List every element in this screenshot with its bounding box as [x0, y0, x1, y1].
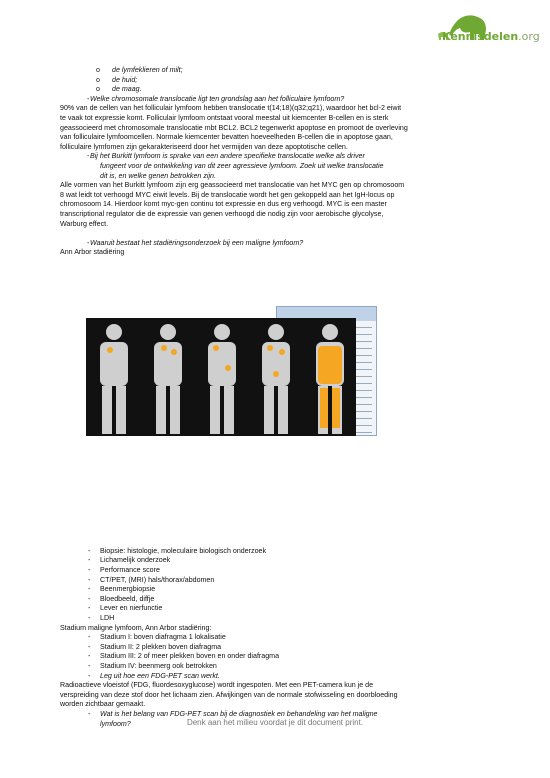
- question: - Welke chromosomale translocatie ligt ten grondslag aan het folliculaire lymfoom?: [87, 94, 345, 103]
- question: - Bij het Burkitt lymfoom is sprake van een andere specifieke translocatie welke als driver: [87, 152, 365, 161]
- list-item: - Stadium IV: beenmerg ook betrokken: [88, 662, 217, 670]
- section-heading: Ann Arbor stadiëring: [60, 248, 125, 257]
- list-item: - CT/PET, (MRI) hals/thorax/abdomen: [88, 575, 215, 584]
- paragraph-line: worden zichtbaar gemaakt.: [60, 700, 146, 709]
- question: - Wat is het belang van FDG-PET scan bij de diagnostiek en behandeling van het maligne: [88, 709, 378, 718]
- question: - Leg uit hoe een FDG-PET scan werkt.: [88, 671, 220, 680]
- paragraph-line: te vaak tot expressie komt. Folliculair lymfoom ontstaat vooral meestal uit kiemcenter B-cellen en is sterk: [60, 113, 389, 122]
- list-item: - Lever en nierfunctie: [88, 604, 163, 613]
- list-item: - Performance score: [88, 566, 160, 575]
- paragraph-line: verspreiding van deze stof door het lichaam zien. Afwijkingen van de normale stofwisseling en doorbloeding: [60, 690, 398, 699]
- footer-note: Denk aan het milieu voordat je dit document print.: [186, 718, 364, 727]
- list-item: o de huid;: [96, 75, 138, 84]
- list-item: - Lichamelijk onderzoek: [88, 556, 171, 565]
- paragraph-line: 8 wat leidt tot verhoogd MYC eiwit levels. Bij de translocatie wordt het gen gekoppeld aan het IgH-locus op: [60, 190, 395, 199]
- paragraph-line: Warburg effect.: [60, 219, 109, 228]
- question-cont: lymfoom?: [100, 719, 131, 728]
- paragraph-line: Alle vormen van het Burkitt lymfoom zijn erg geassocieerd met translocatie van het MYC gen op chromosoom: [60, 181, 405, 190]
- list-item: - Stadium I: boven diafragma 1 lokalisatie: [88, 633, 226, 642]
- paragraph-line: transcriptional regulator die de expressie van genen verhoogd die nodig zijn voor aerobische glycolyse,: [60, 209, 384, 218]
- list-item: - Beenmergbiopsie: [88, 585, 156, 594]
- paragraph-line: Radioactieve vloeistof (FDG, fluordesoxyglucose) wordt ingespoten. Met een PET-camera kun je de: [60, 681, 374, 690]
- section-heading: Stadium maligne lymfoom, Ann Arbor stadiëring:: [60, 623, 212, 632]
- question-cont: dit is, en welke genen betrokken zijn.: [100, 171, 216, 180]
- list-item: o de lymfeklieren of milt;: [96, 66, 183, 74]
- paragraph-line: chromosoom 14. Hierdoor komt myc-gen continu tot expressie en dus erg verhoogd. MYC is een master: [60, 200, 387, 209]
- list-item: - LDH: [88, 614, 115, 623]
- list-item: o de maag.: [96, 85, 142, 94]
- paragraph-line: folliculaire lymfomen zijn gekarakteriseerd door het vermijden van deze apoptotische cellen.: [60, 142, 348, 151]
- paragraph-line: 90% van de cellen van het folliculair lymfoom hebben translocatie t(14;18)(q32;q21), waardoor het bcl-2 eiwit: [60, 104, 402, 113]
- list-item: - Biopsie: histologie, moleculaire biologisch onderzoek: [88, 546, 267, 555]
- logo-wordmark[interactable]: Kennisdelen.org: [442, 30, 540, 43]
- body-diagram-image: [86, 318, 356, 436]
- list-item: - Bloedbeeld, diffje: [88, 594, 155, 603]
- paragraph-line: geassocieerd met chromosomale translocatie mbt BCL2. BCL2 tegenwerkt apoptose en promoot de overleving: [60, 123, 408, 132]
- list-item: - Stadium III: 2 of meer plekken boven en onder diafragma: [88, 652, 280, 661]
- paragraph-line: van folliculaire lymfoomcellen. Normale kiemcenter bevatten hoeveelheden B-cellen die in apoptose gaan,: [60, 133, 393, 142]
- list-item: - Stadium II: 2 plekken boven diafragma: [88, 642, 222, 651]
- question-cont: fungeert voor de ontwikkeling van dit zeer agressieve lymfoom. Zoek uit welke translocatie: [100, 161, 384, 170]
- question: - Waaruit bestaat het stadiëringsonderzoek bij een maligne lymfoom?: [87, 238, 304, 247]
